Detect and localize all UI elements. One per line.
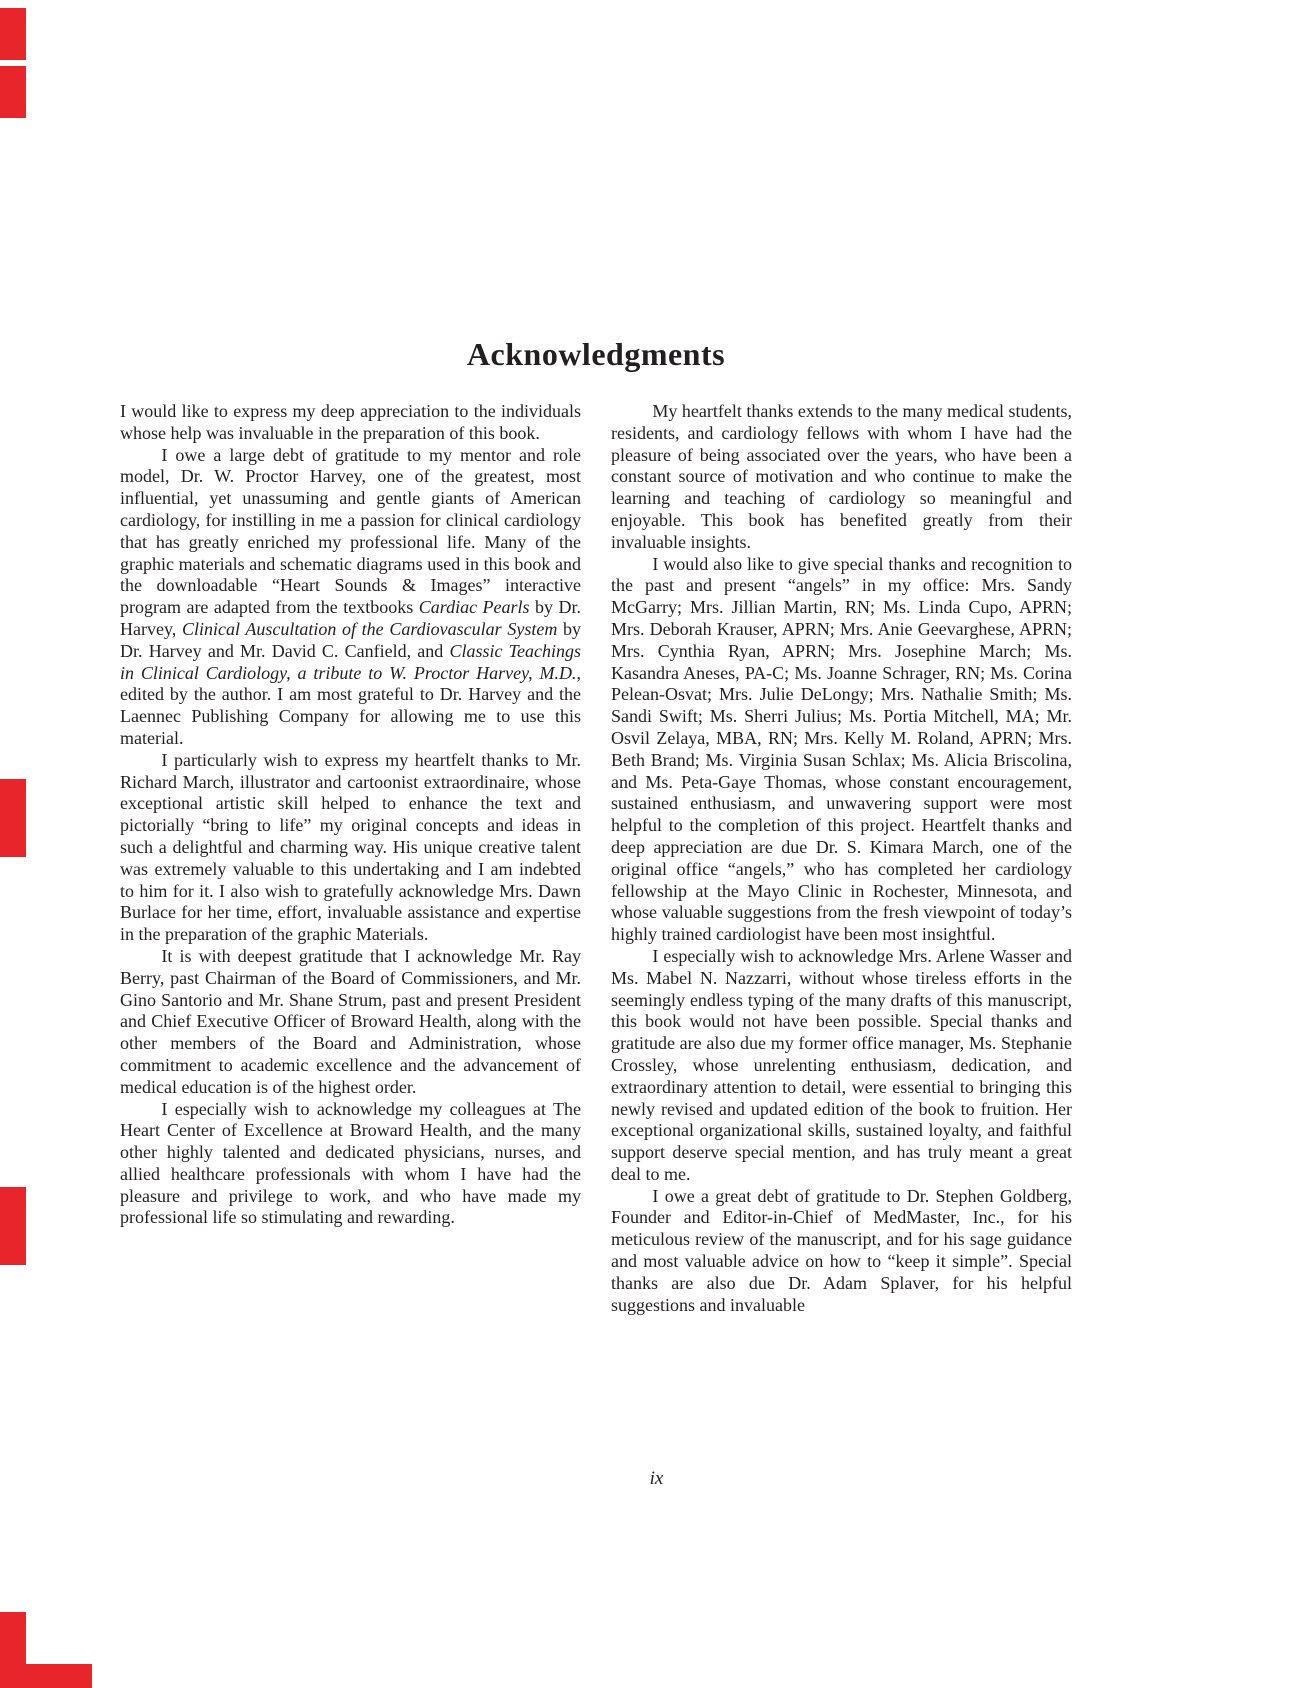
paragraph (611, 401, 1072, 554)
page-content (120, 336, 1072, 1316)
text-run: I especially wish to acknowledge my colleagues at The Heart Center of Excellence at Broward Health, and the many other highly talented and dedicated physicians, nurses, and allied healthcare professionals with whom I have had the pleasure and privilege to work, and who have made my professional life so stimulating and rewarding. (120, 1098, 581, 1228)
text-run: I owe a large debt of gratitude to my mentor and role model, Dr. W. Proctor Harvey, one of the greatest, most influential, yet unassuming and gentle giants of American cardiology, for instilling in me a passion for clinical cardiology that has greatly enriched my professional life. Many of the graphic materials and schematic diagrams used in this book and the downloadable “Heart Sounds & Images” interactive program are adapted from the textbooks (120, 444, 581, 618)
text-run: I especially wish to acknowledge Mrs. Arlene Wasser and Ms. Mabel N. Nazzarri, without whose tireless efforts in the seemingly endless typing of the many drafts of this manuscript, this book would not have been possible. Special thanks and gratitude are also due my former office manager, Ms. Stephanie Crossley, whose unrelenting enthusiasm, dedication, and extraordinary attention to detail, were essential to bringing this newly revised and updated edition of the book to fruition. Her exceptional organizational skills, sustained loyalty, and faithful support deserve special mention, and has truly meant a great deal to me. (611, 945, 1072, 1184)
red-edge-mark (0, 66, 26, 118)
paragraph (120, 401, 581, 445)
text-run: I would also like to give special thanks and recognition to the past and present “angels” in my office: Mrs. Sandy McGarry; Mrs. Jillian Martin, RN; Ms. Linda Cupo, APRN; Mrs. Deborah Krauser, APRN; Mrs. Anie Geevarghese, APRN; Mrs. Cynthia Ryan, APRN; Mrs. Josephine March; Ms. Kasandra Aneses, PA-C; Ms. Joanne Schrager, RN; Ms. Corina Pelean-Osvat; Mrs. Julie DeLongy; Mrs. Nathalie Smith; Ms. Sandi Swift; Ms. Sherri Julius; Ms. Portia Mitchell, MA; Mr. Osvil Zelaya, MBA, RN; Mrs. Kelly M. Roland, APRN; Mrs. Beth Brand; Ms. Virginia Susan Schlax; Ms. Alicia Briscolina, and Ms. Peta-Gaye Thomas, whose constant encouragement, sustained enthusiasm, and unwavering support were most helpful to the completion of this project. Heartfelt thanks and deep appreciation are due Dr. S. Kimara March, one of the original office “angels,” who has completed her cardiology fellowship at the Mayo Clinic in Rochester, Minnesota, and whose valuable suggestions from the fresh viewpoint of today’s highly trained cardiologist have been most insightful. (611, 553, 1072, 945)
left-column (120, 401, 581, 1316)
red-edge-mark (0, 1187, 26, 1265)
page-number: ix (649, 1468, 664, 1489)
book-title-italic: Cardiac Pearls (418, 597, 530, 618)
text-run: My heartfelt thanks extends to the many medical students, residents, and cardiology fellows with whom I have had the pleasure of being associated over the years, who have been a constant source of motivation and who continue to make the learning and teaching of cardiology so meaningful and enjoyable. This book has benefited greatly from their invaluable insights. (611, 401, 1072, 552)
paragraph (120, 445, 581, 750)
text-run: , edited by the author. I am most grateful to Dr. Harvey and the Laennec Publishing Company for allowing me to use this material. (120, 662, 581, 748)
two-column-text (120, 401, 1072, 1316)
book-title-italic: Clinical Auscultation of the Cardiovascular System (181, 618, 558, 639)
text-run: by Dr. Harvey, (120, 597, 582, 639)
text-run: I owe a great debt of gratitude to Dr. Stephen Goldberg, Founder and Editor-in-Chief of MedMaster, Inc., for his meticulous review of the manuscript, and for his sage guidance and most valuable advice on how to “keep it simple”. Special thanks are also due Dr. Adam Splaver, for his helpful suggestions and invaluable (611, 1185, 1072, 1315)
red-edge-mark (0, 8, 26, 60)
page-title: Acknowledgments (466, 336, 726, 372)
paragraph (611, 1186, 1072, 1317)
book-title-italic: Classic Teachings in Clinical Cardiology, a tribute to W. Proctor Harvey, M.D. (120, 640, 581, 683)
paragraph (120, 1099, 581, 1230)
text-run: by Dr. Harvey and Mr. David C. Canfield, and (120, 618, 581, 661)
paragraph (611, 946, 1072, 1186)
text-run: It is with deepest gratitude that I acknowledge Mr. Ray Berry, past Chairman of the Board of Commissioners, and Mr. Gino Santorio and Mr. Shane Strum, past and present President and Chief Executive Officer of Broward Health, along with the other members of the Board and Administration, whose commitment to academic excellence and the advancement of medical education is of the highest order. (120, 945, 581, 1097)
right-column (611, 401, 1072, 1316)
paragraph (120, 946, 581, 1099)
paragraph (611, 554, 1072, 946)
text-run: I particularly wish to express my heartfelt thanks to Mr. Richard March, illustrator and cartoonist extraordinaire, whose exceptional artistic skill helped to enhance the text and pictorially “bring to life” my original concepts and ideas in such a delightful and charming way. His unique creative talent was extremely valuable to this undertaking and I am indebted to him for it. I also wish to gratefully acknowledge Mrs. Dawn Burlace for her time, effort, invaluable assistance and expertise in the preparation of the graphic Materials. (120, 749, 581, 945)
red-edge-mark (0, 1664, 92, 1688)
paragraph (120, 750, 581, 946)
text-run: I would like to express my deep appreciation to the individuals whose help was invaluable in the preparation of this book. (120, 401, 581, 443)
red-edge-mark (0, 779, 26, 857)
